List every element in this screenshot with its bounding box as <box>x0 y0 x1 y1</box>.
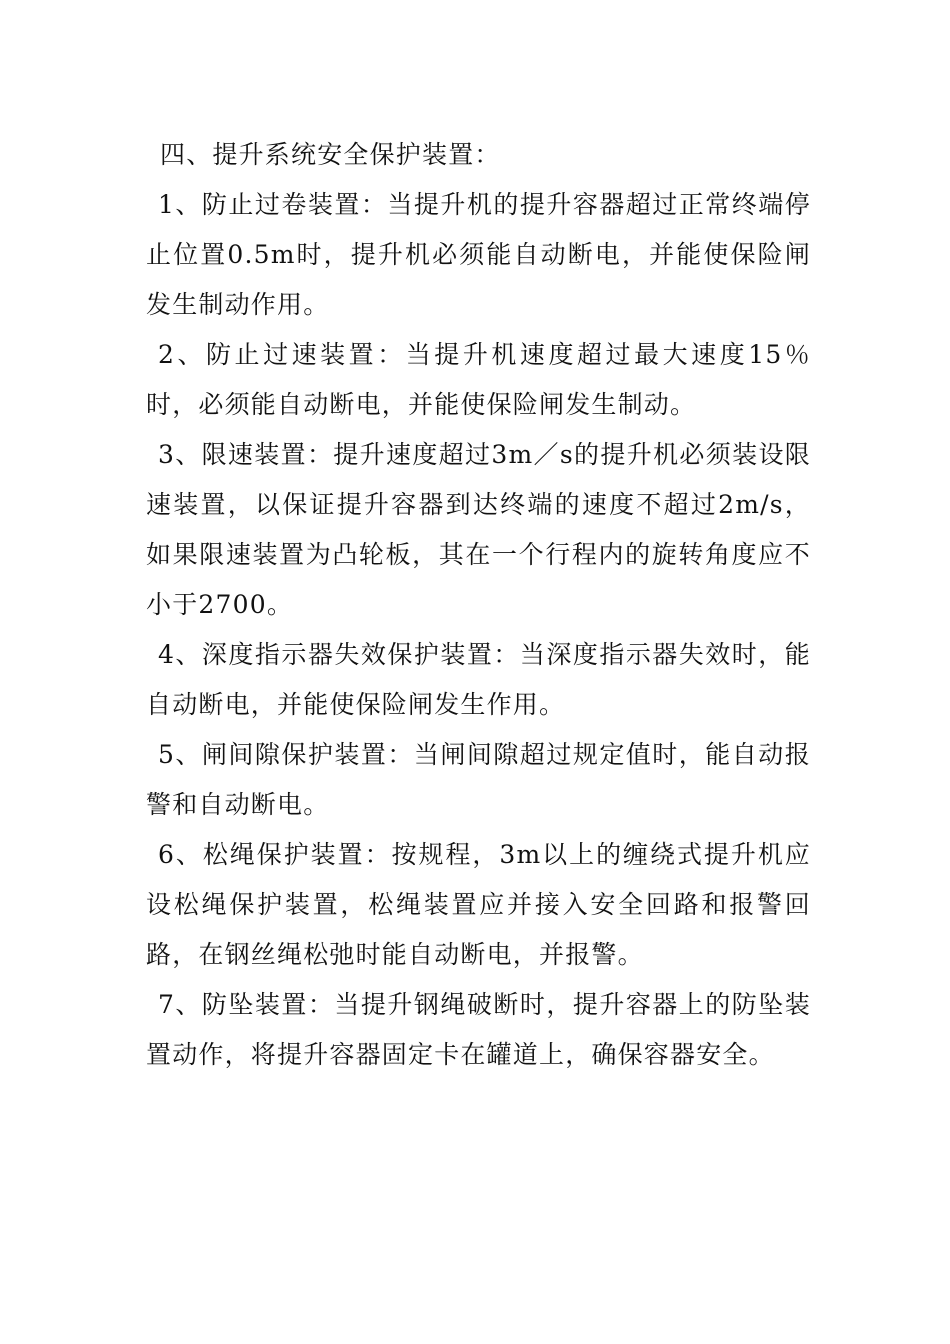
paragraph-item-6: 6、松绳保护装置：按规程，3m以上的缠绕式提升机应设松绳保护装置，松绳装置应并接入安全回路和报警回路，在钢丝绳松弛时能自动断电，并报警。 <box>146 840 811 969</box>
paragraph-item-4: 4、深度指示器失效保护装置：当深度指示器失效时，能自动断电，并能使保险闸发生作用。 <box>146 640 811 719</box>
paragraph-item-3: 3、限速装置：提升速度超过3m／s的提升机必须装设限速装置，以保证提升容器到达终端的速度不超过2m/s，如果限速装置为凸轮板，其在一个行程内的旋转角度应不小于2700。 <box>146 440 811 619</box>
paragraph-item-2: 2、防止过速装置：当提升机速度超过最大速度15％时，必须能自动断电，并能使保险闸发生制动。 <box>146 340 811 419</box>
paragraph-item-7: 7、防坠装置：当提升钢绳破断时，提升容器上的防坠装置动作，将提升容器固定卡在罐道上，确保容器安全。 <box>146 990 811 1069</box>
paragraph-item-1: 1、防止过卷装置：当提升机的提升容器超过正常终端停止位置0.5m时，提升机必须能自动断电，并能使保险闸发生制动作用。 <box>146 190 811 319</box>
section-heading: 四、提升系统安全保护装置： <box>160 140 501 169</box>
paragraph-item-5: 5、闸间隙保护装置：当闸间隙超过规定值时，能自动报警和自动断电。 <box>146 740 811 819</box>
document-body <box>146 130 811 1080</box>
